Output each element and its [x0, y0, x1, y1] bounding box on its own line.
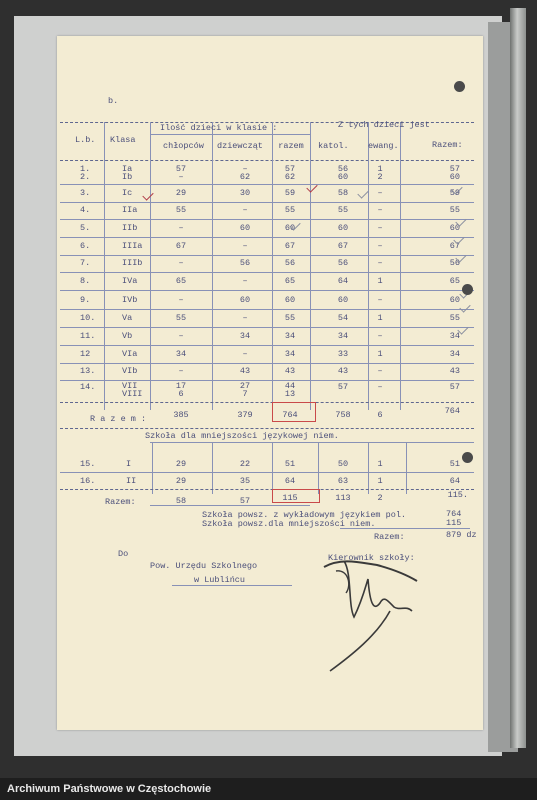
row-girls: 30: [239, 188, 251, 198]
row-klasa: IIIb: [122, 258, 143, 268]
row-boys: 55: [175, 313, 187, 323]
table2-column-rule-5: [406, 442, 407, 494]
row-katol: 60: [337, 295, 349, 305]
row-katol: 56: [337, 258, 349, 268]
row-ewang: –: [377, 366, 383, 376]
row-lp: 8.: [80, 276, 91, 286]
row-total: 59: [284, 188, 296, 198]
red-box-total-2: [272, 489, 320, 503]
table2-sum-ewang: 2: [377, 493, 383, 503]
row-total: 56: [284, 258, 296, 268]
row-ewang: –: [377, 295, 383, 305]
header-lp: L.b.: [75, 135, 96, 145]
row-boys: 34: [175, 349, 187, 359]
row-girls: 22: [239, 459, 251, 469]
red-box-total: [272, 402, 316, 422]
row-girls: –: [242, 241, 248, 251]
row-katol: 63: [337, 476, 349, 486]
row-boys: –: [178, 295, 184, 305]
row-lp: 4.: [80, 205, 91, 215]
header-catholic: katol.: [318, 141, 349, 151]
row-boys: –: [178, 331, 184, 341]
row-razem: 34: [449, 331, 460, 341]
row-girls: –: [242, 205, 248, 215]
row-ewang: 1: [377, 313, 383, 323]
row-total: 34: [284, 349, 296, 359]
punch-hole: [462, 284, 473, 295]
summary-line1: Szkoła powsz. z wykładowym językiem pol.: [202, 510, 407, 520]
sum-katol: 758: [335, 410, 351, 420]
row-girls: 56: [239, 258, 251, 268]
row-ewang: –: [377, 331, 383, 341]
row-lp: 3.: [80, 188, 91, 198]
header-razem: Razem:: [432, 140, 463, 150]
row-klasa: Va: [122, 313, 133, 323]
address-rule: [172, 585, 292, 586]
summary-total-label: Razem:: [374, 532, 405, 542]
row-total: 60: [284, 295, 296, 305]
row-lp: 13.: [80, 366, 96, 376]
row-rule: [60, 255, 474, 256]
column-rule-0: [104, 122, 105, 410]
row-klasa: IVa: [122, 276, 138, 286]
table2-sum-boys: 58: [175, 496, 187, 506]
row-rule: [60, 202, 474, 203]
row-boys: 29: [175, 188, 187, 198]
row-rule: [60, 327, 474, 328]
row-razem: 60: [449, 295, 460, 305]
row-klasa: Ia Ib: [122, 164, 133, 182]
table2-column-rule-0: [152, 442, 153, 494]
header-total: razem: [278, 141, 304, 151]
row-girls: 35: [239, 476, 251, 486]
row-ewang: 1: [377, 349, 383, 359]
row-katol: 64: [337, 276, 349, 286]
row-lp: 16.: [80, 476, 96, 486]
row-klasa: VIa: [122, 349, 138, 359]
row-ewang: 1: [377, 459, 383, 469]
table2-title: Szkoła dla mniejszości językowej niem.: [145, 431, 339, 441]
row-klasa: VIb: [122, 366, 138, 376]
row-katol: 50: [337, 459, 349, 469]
row-ewang: 1 2: [377, 164, 383, 182]
row-katol: 34: [337, 331, 349, 341]
row-ewang: –: [377, 188, 383, 198]
table2-sum-razem: 115.: [447, 490, 468, 500]
column-rule-5: [368, 122, 369, 410]
table2-sum-label: Razem:: [105, 497, 136, 507]
row-girls: –: [242, 349, 248, 359]
header-klasa: Klasa: [110, 135, 136, 145]
row-lp: 1. 2.: [80, 164, 91, 182]
binder-strip: [510, 8, 526, 748]
row-total: 65: [284, 276, 296, 286]
row-klasa: I: [126, 459, 132, 469]
table2-sum-bottom-rule: [150, 505, 310, 506]
row-klasa: Ic: [122, 188, 133, 198]
summary-line1-value: 764: [446, 509, 462, 519]
row-rule: [60, 309, 474, 310]
row-boys: 55: [175, 205, 187, 215]
header-count-group: Ilość dzieci w klasie :: [160, 123, 278, 133]
row-boys: 57 –: [175, 164, 187, 182]
row-girls: 60: [239, 295, 251, 305]
table2-sum-rule: [60, 489, 474, 490]
row-total: 57 62: [284, 164, 296, 182]
row-razem: 55: [449, 313, 460, 323]
address-line1: Pow. Urzędu Szkolnego: [150, 561, 258, 571]
row-klasa: IVb: [122, 295, 138, 305]
row-katol: 56 60: [337, 164, 349, 182]
summary-rule: [340, 528, 470, 529]
section-label: b.: [108, 96, 119, 106]
column-rule-3: [272, 122, 273, 410]
row-razem: 57 60: [449, 164, 460, 182]
row-razem: 56: [449, 258, 460, 268]
address-line2: w Lublińcu: [194, 575, 246, 585]
row-lp: 5.: [80, 223, 91, 233]
row-klasa: IIb: [122, 223, 138, 233]
row-razem: 43: [449, 366, 460, 376]
row-katol: 58: [337, 188, 349, 198]
row-katol: 57: [337, 382, 349, 392]
row-rule: [60, 363, 474, 364]
row-rule: [60, 272, 474, 273]
table2-sum-girls: 57: [239, 496, 251, 506]
row-girls: – 62: [239, 164, 251, 182]
sum-bottom-rule: [60, 428, 474, 429]
row-ewang: 1: [377, 476, 383, 486]
row-lp: 14.: [80, 382, 96, 392]
row-katol: 55: [337, 205, 349, 215]
row-rule: [60, 290, 474, 291]
check-mark: [455, 215, 466, 226]
punch-hole: [462, 452, 473, 463]
row-katol: 60: [337, 223, 349, 233]
table2-column-rule-3: [318, 442, 319, 494]
column-rule-2: [212, 122, 213, 410]
row-klasa: VII VIII: [122, 381, 143, 399]
row-boys: –: [178, 366, 184, 376]
row-boys: 29: [175, 459, 187, 469]
row-girls: 34: [239, 331, 251, 341]
row-rule: [60, 345, 474, 346]
check-mark: [451, 183, 462, 194]
row-ewang: –: [377, 223, 383, 233]
row-ewang: –: [377, 258, 383, 268]
table2-row-rule: [60, 472, 474, 473]
row-lp: 9.: [80, 295, 91, 305]
table-header-rule: [60, 160, 474, 161]
row-lp: 7.: [80, 258, 91, 268]
row-katol: 67: [337, 241, 349, 251]
row-boys: 65: [175, 276, 187, 286]
check-mark: [453, 233, 464, 244]
row-total: 60: [284, 223, 296, 233]
check-mark: [142, 189, 153, 200]
row-boys: –: [178, 258, 184, 268]
row-ewang: 1: [377, 276, 383, 286]
row-total: 55: [284, 313, 296, 323]
punch-hole: [454, 81, 465, 92]
sum-razem: 764: [444, 406, 460, 416]
row-total: 51: [284, 459, 296, 469]
sum-ewang: 6: [377, 410, 383, 420]
row-girls: –: [242, 313, 248, 323]
signature-label: Kierownik szkoły:: [328, 553, 415, 563]
row-razem: 60: [449, 223, 460, 233]
check-mark: [289, 219, 300, 230]
row-ewang: –: [377, 205, 383, 215]
row-katol: 43: [337, 366, 349, 376]
column-rule-6: [400, 122, 401, 410]
sum-boys: 385: [173, 410, 189, 420]
row-total: 67: [284, 241, 296, 251]
row-klasa: II: [126, 476, 137, 486]
address-to: Do: [118, 549, 129, 559]
row-razem: 67: [449, 241, 460, 251]
sum-girls: 379: [237, 410, 253, 420]
archive-name: Archiwum Państwowe w Częstochowie: [7, 783, 212, 795]
table2-column-rule-1: [212, 442, 213, 494]
table2-sum-total: 115: [282, 493, 298, 503]
row-razem: 59: [449, 188, 460, 198]
sum-top-rule: [60, 402, 474, 403]
row-razem: 64: [449, 476, 460, 486]
row-ewang: –: [377, 382, 383, 392]
row-katol: 54: [337, 313, 349, 323]
row-boys: –: [178, 223, 184, 233]
row-lp: 10.: [80, 313, 96, 323]
row-rule: [60, 184, 474, 185]
table2-column-rule-2: [272, 442, 273, 494]
summary-line2-value: 115: [446, 518, 462, 528]
row-razem: 57: [449, 382, 460, 392]
row-klasa: IIa: [122, 205, 138, 215]
table2-column-rule-4: [368, 442, 369, 494]
row-boys: 67: [175, 241, 187, 251]
check-mark: [455, 251, 466, 262]
header-evangelical: ewang.: [368, 141, 399, 151]
check-mark: [459, 301, 470, 312]
check-mark: [357, 187, 368, 198]
row-boys: 17 6: [175, 381, 187, 399]
row-klasa: IIIa: [122, 241, 143, 251]
row-ewang: –: [377, 241, 383, 251]
row-girls: 43: [239, 366, 251, 376]
row-girls: 27 7: [239, 381, 251, 399]
sum-label: R a z e m :: [90, 414, 147, 424]
archive-footer: [0, 778, 537, 800]
row-razem: 34: [449, 349, 460, 359]
summary-total-value: 879 dz: [446, 530, 477, 540]
row-total: 43: [284, 366, 296, 376]
row-total: 55: [284, 205, 296, 215]
check-mark: [457, 323, 468, 334]
row-rule: [60, 237, 474, 238]
sum-total: 764: [282, 410, 298, 420]
row-girls: –: [242, 276, 248, 286]
row-lp: 15.: [80, 459, 96, 469]
row-katol: 33: [337, 349, 349, 359]
count-subheader-rule: [150, 134, 310, 135]
header-religion-group: Z tych dzieci jest: [338, 120, 430, 130]
row-lp: 12: [80, 349, 91, 359]
table2-header-rule: [150, 442, 474, 443]
row-klasa: Vb: [122, 331, 133, 341]
column-rule-1: [150, 122, 151, 410]
row-girls: 60: [239, 223, 251, 233]
signature-mark: [322, 545, 422, 675]
row-total: 34: [284, 331, 296, 341]
row-total: 44 13: [284, 381, 296, 399]
header-girls: dziewcząt: [217, 141, 263, 151]
row-razem: 55: [449, 205, 460, 215]
summary-line2: Szkoła powsz.dla mniejszości niem.: [202, 519, 376, 529]
row-rule: [60, 219, 474, 220]
row-lp: 11.: [80, 331, 96, 341]
row-total: 64: [284, 476, 296, 486]
row-boys: 29: [175, 476, 187, 486]
row-razem: 51: [449, 459, 460, 469]
table2-sum-katol: 113: [335, 493, 351, 503]
row-lp: 6.: [80, 241, 91, 251]
row-razem: 65: [449, 276, 460, 286]
column-rule-4: [310, 122, 311, 410]
header-boys: chłopców: [163, 141, 204, 151]
